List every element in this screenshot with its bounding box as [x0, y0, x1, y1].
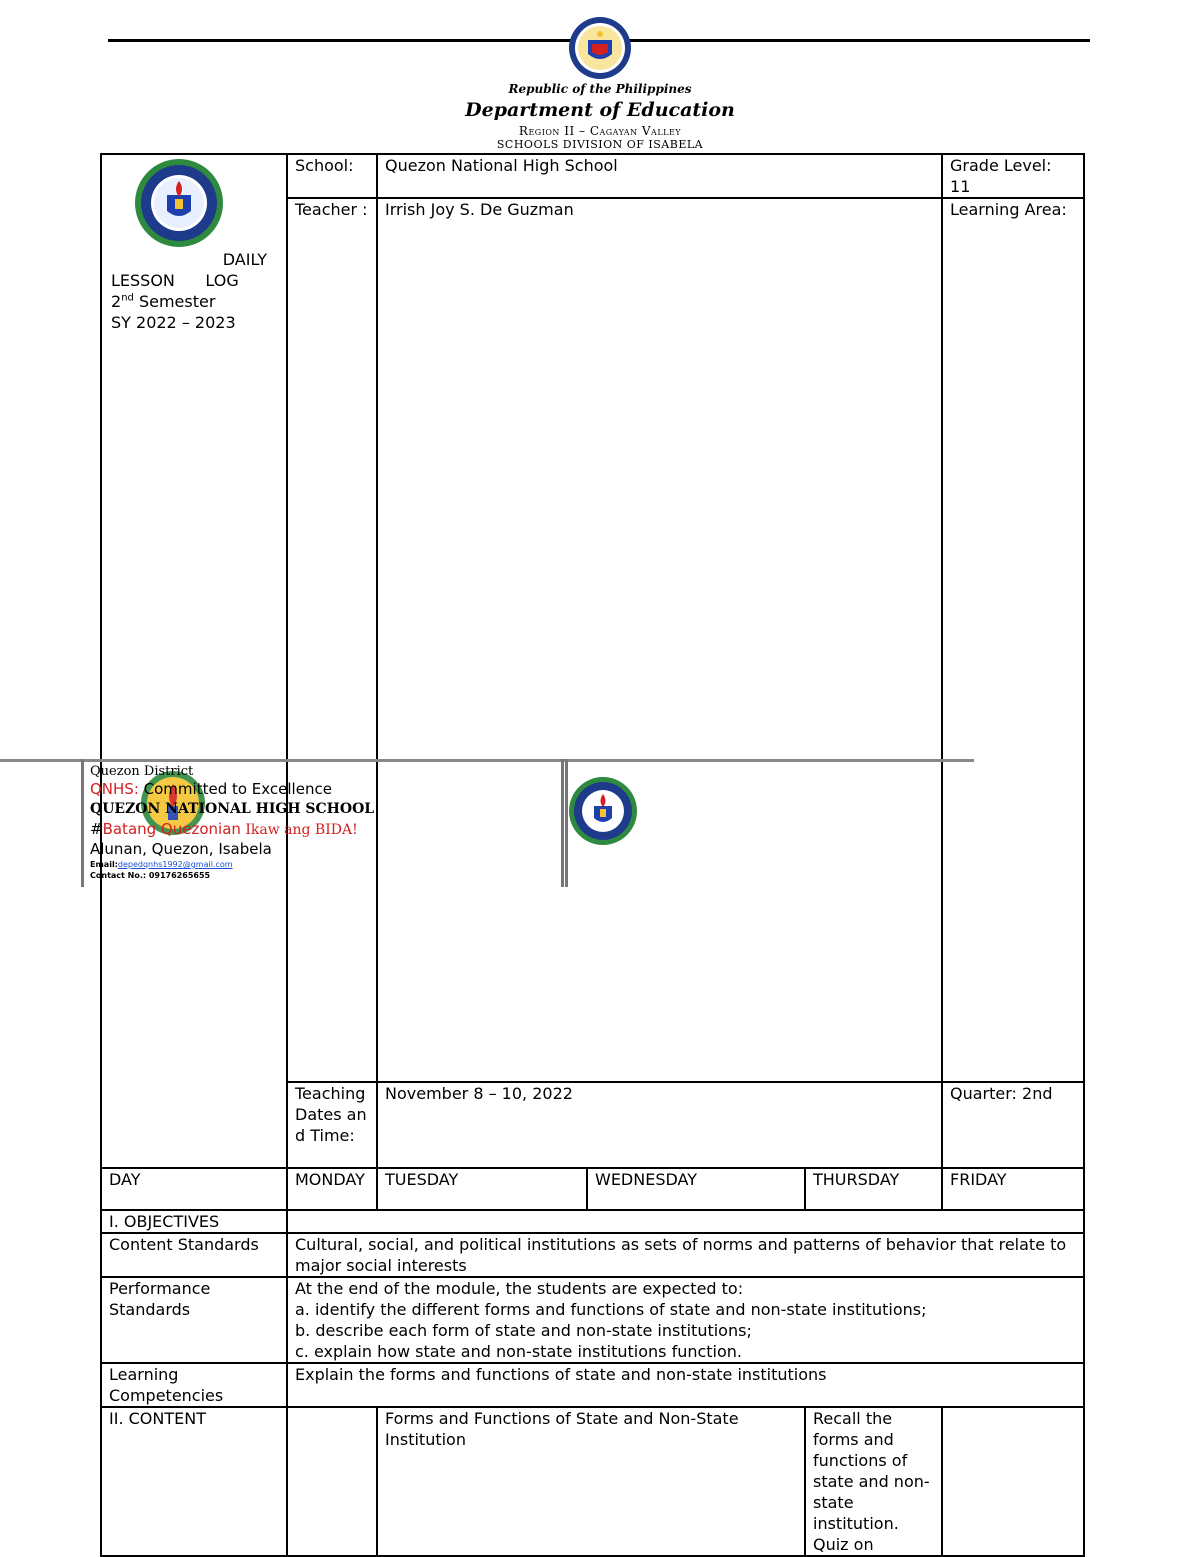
email-link[interactable]: depedqnhs1992@gmail.com — [117, 860, 233, 869]
day-wednesday: WEDNESDAY — [587, 1168, 805, 1210]
objectives-spacer — [287, 1210, 1084, 1233]
school-year-label: SY 2022 – 2023 — [111, 313, 236, 332]
teacher-value: Irrish Joy S. De Guzman — [377, 198, 942, 1082]
qnhs-footer-seal-icon — [568, 776, 638, 846]
footer-divider-mid — [561, 759, 564, 887]
division-line: SCHOOLS DIVISION OF ISABELA — [496, 138, 704, 150]
day-tuesday: TUESDAY — [377, 1168, 587, 1210]
content-tue-wed: Forms and Functions of State and Non-State Institution — [377, 1407, 805, 1556]
objectives-heading: I. OBJECTIVES — [101, 1210, 287, 1233]
performance-line: c. explain how state and non-state institutions function. — [295, 1342, 743, 1361]
logo-title-cell — [101, 154, 287, 1168]
day-friday: FRIDAY — [942, 1168, 1084, 1210]
qnhs-logo-icon — [133, 157, 225, 249]
performance-standards-value — [287, 1277, 1084, 1363]
lesson-log-label: LESSON LOG — [111, 271, 239, 290]
footer-rule — [0, 759, 974, 762]
footer-address: Alunan, Quezon, Isabela — [90, 840, 272, 858]
quarter: Quarter: 2nd — [942, 1082, 1084, 1168]
content-standards-value: Cultural, social, and political institutions as sets of norms and patterns of behavior that relate to major social interests — [287, 1233, 1084, 1277]
footer — [90, 764, 550, 881]
day-label: DAY — [101, 1168, 287, 1210]
grade-level: Grade Level: 11 — [942, 154, 1084, 198]
school-label: School: — [287, 154, 377, 198]
content-heading: II. CONTENT — [101, 1407, 287, 1556]
footer-email: Email:depedqnhs1992@gmail.com — [90, 860, 233, 869]
republic-line: Republic of the Philippines — [508, 82, 692, 96]
daily-label: DAILY — [222, 250, 267, 269]
content-monday — [287, 1407, 377, 1556]
footer-tagline: #Batang Quezonian Ikaw ang BIDA! — [90, 820, 358, 838]
performance-line: b. describe each form of state and non-state institutions; — [295, 1321, 752, 1340]
content-thursday: Recall the forms and functions of state and non-state institution. Quiz on — [805, 1407, 942, 1556]
teacher-label: Teacher : — [287, 198, 377, 1082]
dates-label: Teaching Dates and Time: — [287, 1082, 377, 1168]
footer-contact: Contact No.: 09176265655 — [90, 871, 211, 880]
dates-value: November 8 – 10, 2022 — [377, 1082, 942, 1168]
day-monday: MONDAY — [287, 1168, 377, 1210]
learning-area-label: Learning Area: — [942, 198, 1084, 1082]
region-line: Region II – Cagayan Valley — [518, 124, 682, 138]
competencies-label: Learning Competencies — [101, 1363, 287, 1407]
content-standards-label: Content Standards — [101, 1233, 287, 1277]
log-title — [109, 249, 279, 333]
department-title: Department of Education — [465, 99, 735, 121]
content-friday — [942, 1407, 1084, 1556]
performance-line: a. identify the different forms and functions of state and non-state institutions; — [295, 1300, 927, 1319]
footer-school-name: QUEZON NATIONAL HIGH SCHOOL — [90, 801, 375, 817]
semester-label: 2nd Semester — [111, 292, 216, 311]
school-value: Quezon National High School — [377, 154, 942, 198]
footer-district: Quezon District — [90, 764, 194, 779]
performance-line: At the end of the module, the students are expected to: — [295, 1279, 744, 1298]
performance-standards-label: Performance Standards — [101, 1277, 287, 1363]
deped-seal-icon — [568, 16, 632, 80]
footer-motto: QNHS: Committed to Excellence — [90, 780, 332, 798]
competencies-value: Explain the forms and functions of state and non-state institutions — [287, 1363, 1084, 1407]
day-thursday: THURSDAY — [805, 1168, 942, 1210]
footer-divider-left — [81, 759, 84, 887]
